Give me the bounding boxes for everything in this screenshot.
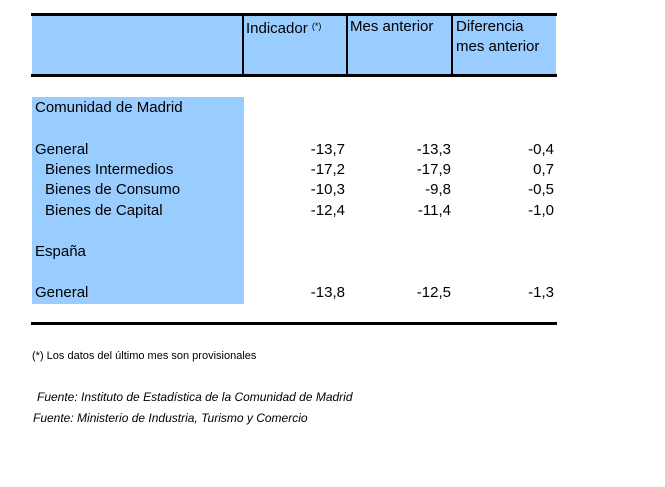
header-indicador	[246, 19, 321, 39]
row-label: Bienes Intermedios	[45, 161, 174, 178]
header-diferencia-line1: Diferencia	[456, 18, 524, 35]
header-diferencia-line2: mes anterior	[456, 38, 540, 55]
cell-indicador: -17,2	[310, 161, 345, 178]
section-title-espana: España	[35, 243, 86, 260]
header-mes-anterior: Mes anterior	[350, 18, 434, 35]
row-label: General	[35, 284, 89, 301]
cell-mes-anterior: -9,8	[425, 181, 451, 198]
header-indicador-label: Indicador	[246, 20, 308, 37]
source-line: Fuente: Ministerio de Industria, Turismo y Comercio	[33, 411, 308, 425]
table-bottom-rule	[31, 322, 557, 325]
cell-mes-anterior: -13,3	[416, 141, 451, 158]
section-title-madrid: Comunidad de Madrid	[35, 99, 183, 116]
cell-diferencia: -1,0	[528, 202, 554, 219]
header-divider	[242, 13, 244, 77]
cell-indicador: -12,4	[310, 202, 345, 219]
cell-diferencia: 0,7	[533, 161, 554, 178]
cell-indicador: -10,3	[310, 181, 345, 198]
cell-diferencia: -0,4	[528, 141, 554, 158]
row-label: Bienes de Capital	[45, 202, 163, 219]
cell-diferencia: -1,3	[528, 284, 554, 301]
cell-mes-anterior: -12,5	[416, 284, 451, 301]
header-divider	[451, 13, 453, 77]
footnote: (*) Los datos del último mes son provisionales	[32, 350, 257, 362]
header-indicador-note: (*)	[311, 21, 322, 31]
cell-mes-anterior: -11,4	[417, 202, 451, 219]
row-label: Bienes de Consumo	[45, 181, 181, 198]
cell-indicador: -13,8	[310, 284, 345, 301]
cell-mes-anterior: -17,9	[416, 161, 451, 178]
source-line: Fuente: Instituto de Estadística de la Comunidad de Madrid	[37, 390, 353, 404]
cell-diferencia: -0,5	[528, 181, 554, 198]
header-divider	[346, 13, 348, 77]
row-label: General	[35, 141, 89, 158]
cell-indicador: -13,7	[310, 141, 345, 158]
